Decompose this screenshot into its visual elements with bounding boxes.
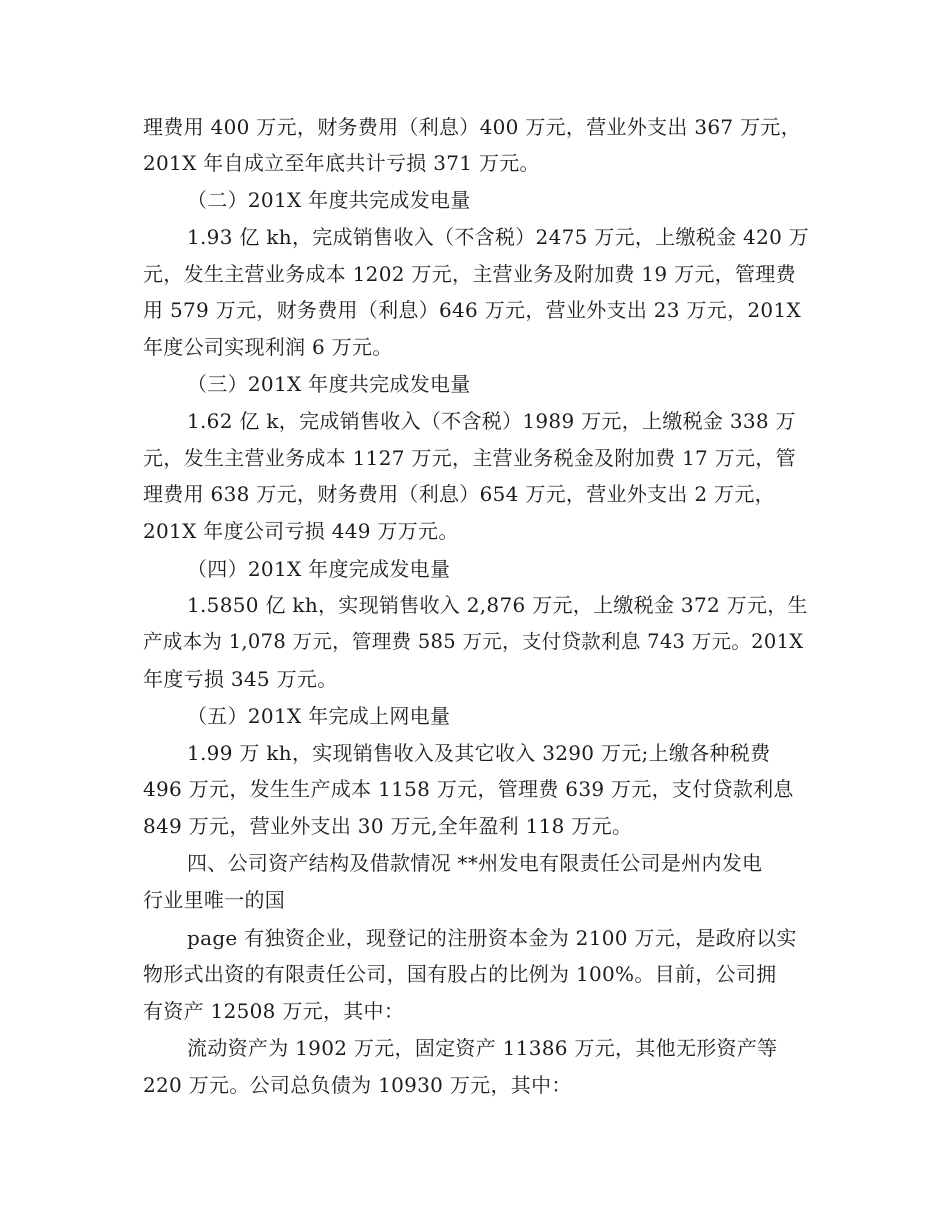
paragraph-line: 220 万元。公司总负债为 10930 万元，其中： xyxy=(143,1073,572,1097)
paragraph-line: page 有独资企业，现登记的注册资本金为 2100 万元，是政府以实 xyxy=(187,926,797,950)
section-heading: （五）201X 年完成上网电量 xyxy=(187,704,451,728)
paragraph-line: 1.99 万 kh，实现销售收入及其它收入 3290 万元;上缴各种税费 xyxy=(187,741,771,765)
paragraph-line: 1.62 亿 k，完成销售收入（不含税）1989 万元，上缴税金 338 万 xyxy=(187,409,796,433)
paragraph-line: 元，发生主营业务成本 1202 万元，主营业务及附加费 19 万元，管理费 xyxy=(143,262,796,286)
paragraph-line: 年度公司实现利润 6 万元。 xyxy=(143,335,393,359)
paragraph-line: 四、公司资产结构及借款情况 **州发电有限责任公司是州内发电 xyxy=(187,851,763,875)
paragraph-line: 1.93 亿 kh，完成销售收入（不含税）2475 万元，上缴税金 420 万 xyxy=(187,225,810,249)
paragraph-line: 1.5850 亿 kh，实现销售收入 2,876 万元，上缴税金 372 万元，生 xyxy=(187,593,808,617)
paragraph-line: 849 万元，营业外支出 30 万元,全年盈利 118 万元。 xyxy=(143,814,633,838)
paragraph-line: 元，发生主营业务成本 1127 万元，主营业务税金及附加费 17 万元，管 xyxy=(143,446,796,470)
section-heading: （二）201X 年度共完成发电量 xyxy=(187,188,471,212)
paragraph-line: 年度亏损 345 万元。 xyxy=(143,667,338,691)
paragraph-line: 流动资产为 1902 万元，固定资产 11386 万元，其他无形资产等 xyxy=(187,1036,778,1060)
paragraph-line: 物形式出资的有限责任公司，国有股占的比例为 100%。目前，公司拥 xyxy=(143,962,777,986)
paragraph-line: 理费用 400 万元，财务费用（利息）400 万元，营业外支出 367 万元， xyxy=(143,115,802,139)
section-heading: （四）201X 年度完成发电量 xyxy=(187,557,451,581)
paragraph-line: 产成本为 1,078 万元，管理费 585 万元，支付贷款利息 743 万元。201X xyxy=(143,630,804,653)
paragraph-line: 496 万元，发生生产成本 1158 万元，管理费 639 万元，支付贷款利息 xyxy=(143,777,794,801)
section-heading: （三）201X 年度共完成发电量 xyxy=(187,372,471,396)
paragraph-line: 用 579 万元，财务费用（利息）646 万元，营业外支出 23 万元，201X xyxy=(143,298,801,322)
paragraph-line: 行业里唯一的国 xyxy=(143,888,286,912)
paragraph-line: 201X 年自成立至年底共计亏损 371 万元。 xyxy=(143,151,540,175)
paragraph-line: 201X 年度公司亏损 449 万万元。 xyxy=(143,519,459,543)
paragraph-line: 有资产 12508 万元，其中： xyxy=(143,999,405,1023)
paragraph-line: 理费用 638 万元，财务费用（利息）654 万元，营业外支出 2 万元， xyxy=(143,482,775,506)
